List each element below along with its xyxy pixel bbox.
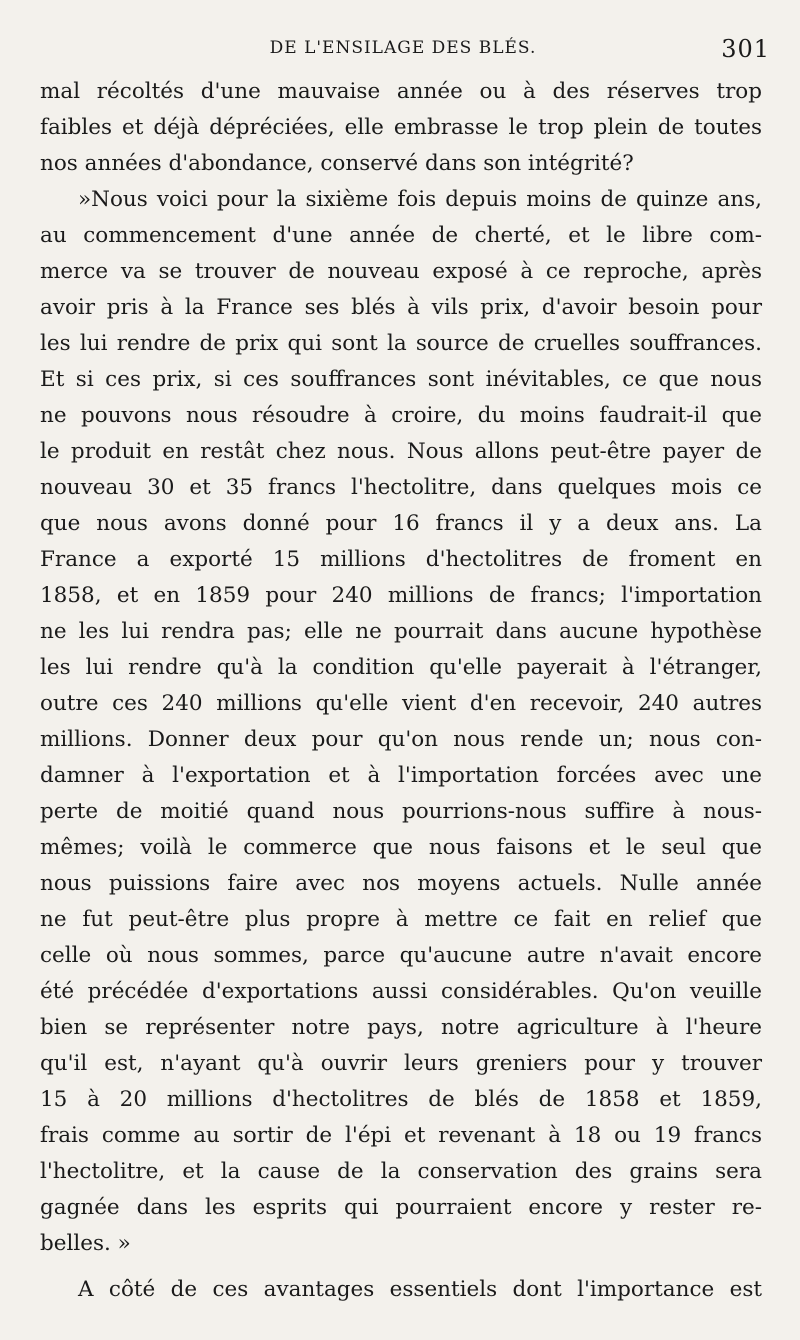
paragraph-gap [40, 1262, 762, 1272]
text-line: France a exporté 15 millions d'hectolitres de froment en [40, 547, 762, 572]
text-line: perte de moitié quand nous pourrions-nous suffire à nous- [40, 799, 762, 824]
text-line: bien se représenter notre pays, notre agriculture à l'heure [40, 1015, 762, 1040]
text-line: gagnée dans les esprits qui pourraient encore y rester re- [40, 1195, 762, 1220]
page-header [36, 35, 770, 68]
text-line: Et si ces prix, si ces souffrances sont inévitables, ce que nous [40, 367, 762, 392]
text-line: nous puissions faire avec nos moyens actuels. Nulle année [40, 871, 762, 896]
text-line: celle où nous sommes, parce qu'aucune autre n'avait encore [40, 943, 762, 968]
text-line: outre ces 240 millions qu'elle vient d'en recevoir, 240 autres [40, 691, 762, 716]
text-line: mal récoltés d'une mauvaise année ou à des réserves trop [40, 79, 762, 104]
text-line: damner à l'exportation et à l'importation forcées avec une [40, 763, 762, 788]
text-line: frais comme au sortir de l'épi et revenant à 18 ou 19 francs [40, 1123, 762, 1148]
text-line: ne pouvons nous résoudre à croire, du moins faudrait-il que [40, 403, 762, 428]
text-line: nouveau 30 et 35 francs l'hectolitre, dans quelques mois ce [40, 475, 762, 500]
text-line: qu'il est, n'ayant qu'à ouvrir leurs greniers pour y trouver [40, 1051, 762, 1076]
text-line: mêmes; voilà le commerce que nous faisons et le seul que [40, 835, 762, 860]
text-line: ne les lui rendra pas; elle ne pourrait dans aucune hypothèse [40, 619, 762, 644]
body-text [40, 74, 762, 1308]
text-line: au commencement d'une année de cherté, et le libre com- [40, 223, 762, 248]
page-number: 301 [721, 35, 770, 63]
text-line: les lui rendre qu'à la condition qu'elle payerait à l'étranger, [40, 655, 762, 680]
text-line: que nous avons donné pour 16 francs il y a deux ans. La [40, 511, 762, 536]
text-line: belles. » [40, 1231, 131, 1256]
text-line: nos années d'abondance, conservé dans son intégrité? [40, 151, 634, 176]
text-line: le produit en restât chez nous. Nous allons peut-être payer de [40, 439, 762, 464]
text-line: merce va se trouver de nouveau exposé à ce reproche, après [40, 259, 762, 284]
text-line: 1858, et en 1859 pour 240 millions de francs; l'importation [40, 583, 762, 608]
text-line: les lui rendre de prix qui sont la source de cruelles souffrances. [40, 331, 762, 356]
text-line: été précédée d'exportations aussi considérables. Qu'on veuille [40, 979, 762, 1004]
text-line: l'hectolitre, et la cause de la conservation des grains sera [40, 1159, 762, 1184]
running-title: DE L'ENSILAGE DES BLÉS. [269, 38, 537, 58]
text-line: A côté de ces avantages essentiels dont l'importance est [78, 1277, 762, 1302]
text-line: 15 à 20 millions d'hectolitres de blés de 1858 et 1859, [40, 1087, 762, 1112]
text-line: ne fut peut-être plus propre à mettre ce fait en relief que [40, 907, 762, 932]
text-line: avoir pris à la France ses blés à vils prix, d'avoir besoin pour [40, 295, 762, 320]
text-line: »Nous voici pour la sixième fois depuis moins de quinze ans, [78, 187, 762, 212]
text-line: millions. Donner deux pour qu'on nous rende un; nous con- [40, 727, 762, 752]
text-line: faibles et déjà dépréciées, elle embrasse le trop plein de toutes [40, 115, 762, 140]
